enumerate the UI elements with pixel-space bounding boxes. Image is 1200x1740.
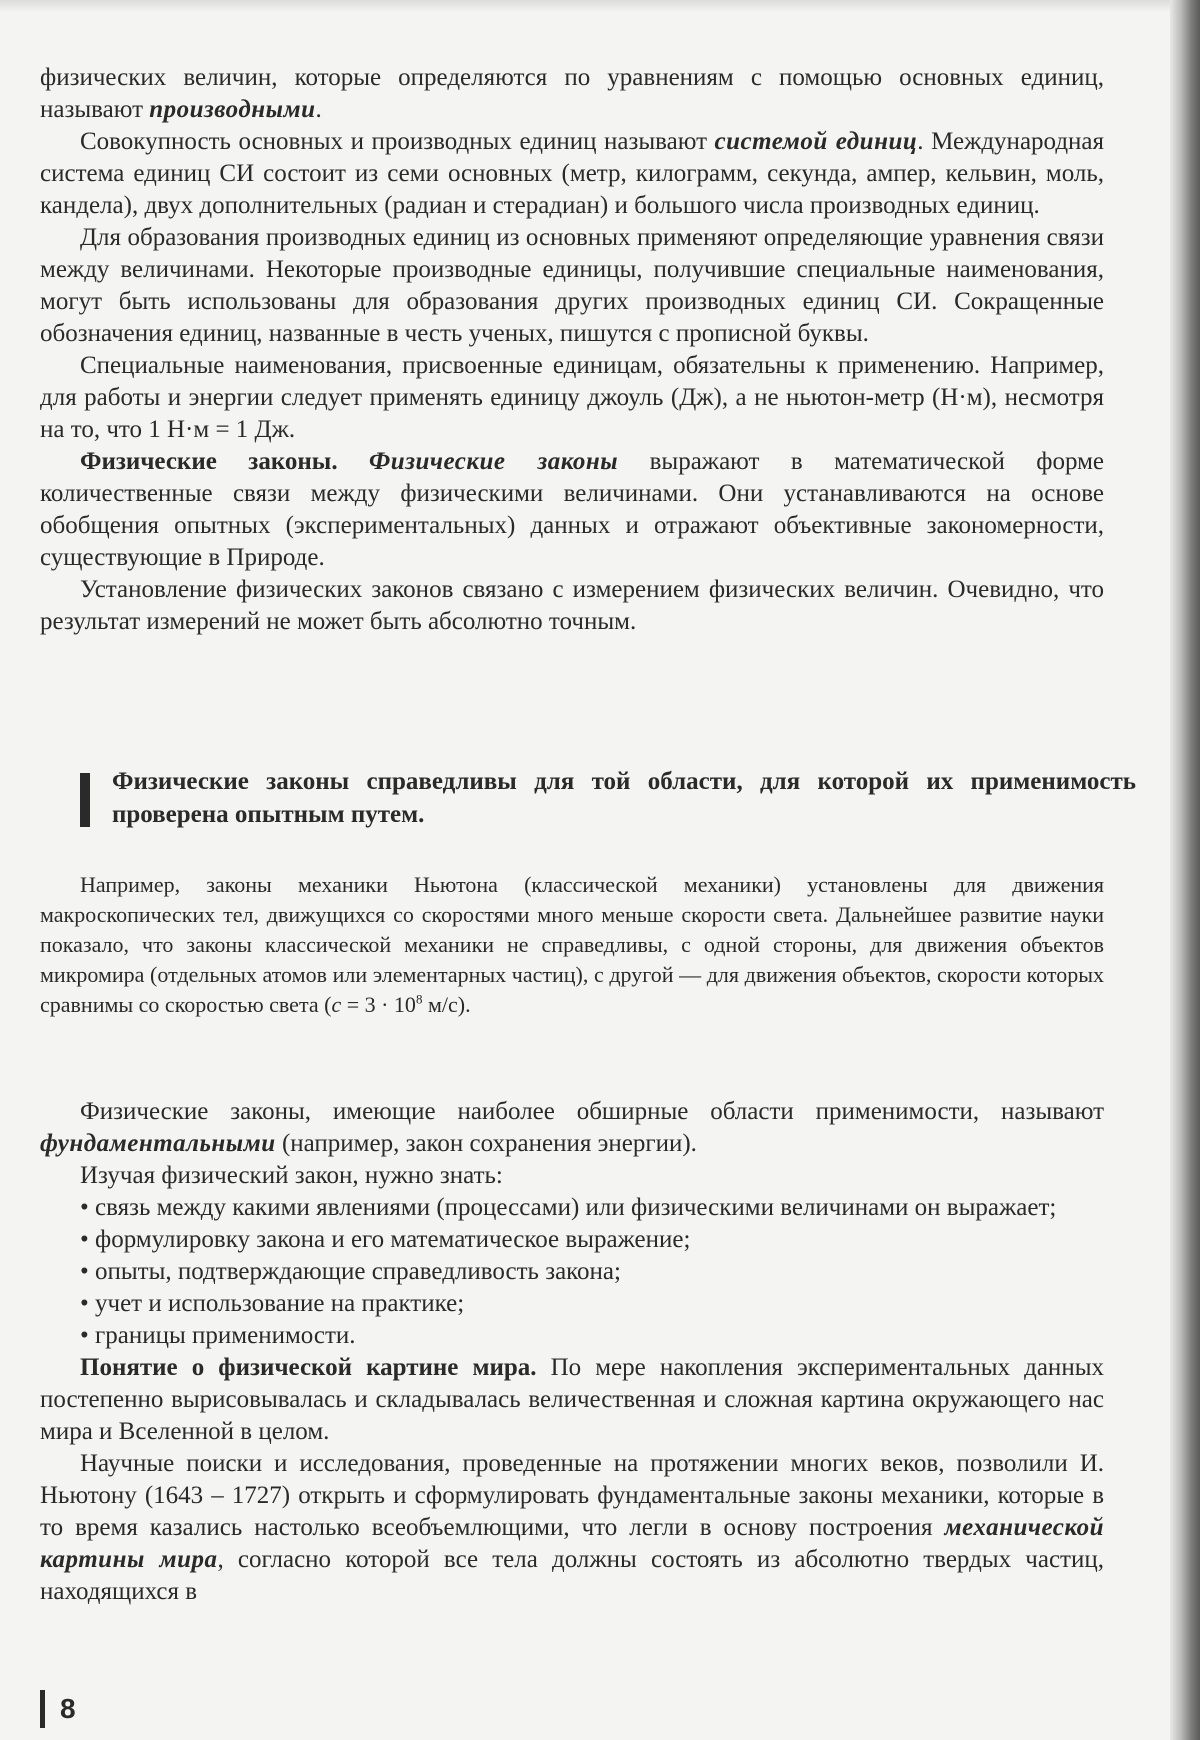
paragraph-newton: Научные поиски и исследования, проведенные на протяжении многих веков, позволили И. Ньютону (1643 – 1727) открыть и сформулировать фундаментальные законы механики, которые в то время казались настолько всеобъемлющими, что легли в основу построения механической картины мира, согласно которой все тела должны состоять из абсолютно твердых частиц, находящихся в — [40, 1450, 1104, 1605]
paragraph-derived-formation: Для образования производных единиц из основных применяют определяющие уравнения связи между величинами. Некоторые производные единицы, получившие специальные наименования, могут быть использованы для образования других производных единиц СИ. Сокращенные обозначения единиц, названные в честь ученых, пишутся с прописной буквы. — [40, 224, 1104, 347]
heading-world-picture: Понятие о физической картине мира. — [80, 1354, 537, 1381]
page-number-bar — [40, 1690, 45, 1728]
page-number: 8 — [60, 1693, 76, 1724]
paragraph-special-names: Специальные наименования, присвоенные единицам, обязательны к применению. Например, для работы и энергии следует применять единицу джоуль (Дж), а не ньютон-метр (Н·м), несмотря на то, что 1 Н·м = 1 Дж. — [40, 352, 1104, 443]
paragraph-fundamental: Физические законы, имеющие наиболее обширные области применимости, называют фундаментальными (например, закон сохранения энергии). — [40, 1098, 1104, 1157]
term-unit-system: системой единиц — [714, 128, 918, 155]
bullet-item: • учет и использование на практике; — [80, 1290, 465, 1317]
formula-exponent: 8 — [415, 991, 423, 1007]
paragraph-study-law: Изучая физический закон, нужно знать: — [80, 1162, 503, 1189]
term-derived: производными — [149, 96, 316, 123]
term-fundamental: фундаментальными — [40, 1130, 276, 1157]
formula-c: c — [331, 992, 342, 1017]
example-section — [40, 870, 1104, 1020]
paragraph-newton-example: Например, законы механики Ньютона (классической механики) установлены для движения макроскопических тел, движущихся со скоростями много меньше скорости света. Дальнейшее развитие науки показало, что законы классической механики не справедливы, с одной стороны, для движения объектов микромира (отдельных атомов или элементарных частиц), с другой — для движения объектов, скорости которых сравнимы со скоростью света ($c = 3 \cdot 10^8$ м/с). — [40, 872, 1104, 1017]
term-physical-laws: Физические законы — [369, 448, 619, 475]
bullet-item: • формулировку закона и его математическое выражение; — [80, 1226, 691, 1253]
bullet-item: • связь между какими явлениями (процессами) или физическими величинами он выражает; — [80, 1194, 1057, 1221]
paragraph-world-picture: Понятие о физической картине мира. По мере накопления экспериментальных данных постепенно вырисовывалась и складывалась величественная и сложная картина окружающего нас мира и Вселенной в целом. — [40, 1354, 1104, 1445]
term-mechanical-picture: механической картины мира — [40, 1514, 1104, 1573]
top-text-section — [40, 62, 1104, 638]
bullet-item: • опыты, подтверждающие справедливость закона; — [80, 1258, 621, 1285]
paragraph-derived-units: физических величин, которые определяются по уравнениям с помощью основных единиц, называют производными. — [40, 64, 1104, 123]
page-binding-edge — [1170, 0, 1200, 1740]
paragraph-physical-laws: Физические законы. Физические законы выражают в математической форме количественные связи между физическими величинами. Они устанавливаются на основе обобщения опытных (экспериментальных) данных и отражают объективные закономерности, существующие в Природе. — [40, 448, 1105, 571]
page-top-shadow — [0, 0, 1170, 12]
bullet-item: • границы применимости. — [80, 1322, 356, 1349]
bottom-text-section — [40, 1096, 1104, 1608]
paragraph-unit-system: Совокупность основных и производных единиц называют системой единиц. Международная система единиц СИ состоит из семи основных (метр, килограмм, секунда, ампер, кельвин, моль, кандела), двух дополнительных (радиан и стерадиан) и большого числа производных единиц. — [40, 128, 1105, 219]
heading-physical-laws: Физические законы. — [80, 448, 338, 475]
paragraph-measurement: Установление физических законов связано с измерением физических величин. Очевидно, что результат измерений не может быть абсолютно точным. — [40, 576, 1104, 635]
callout-rule: Физические законы справедливы для той области, для которой их применимость проверена опытным путем. — [112, 768, 1136, 828]
